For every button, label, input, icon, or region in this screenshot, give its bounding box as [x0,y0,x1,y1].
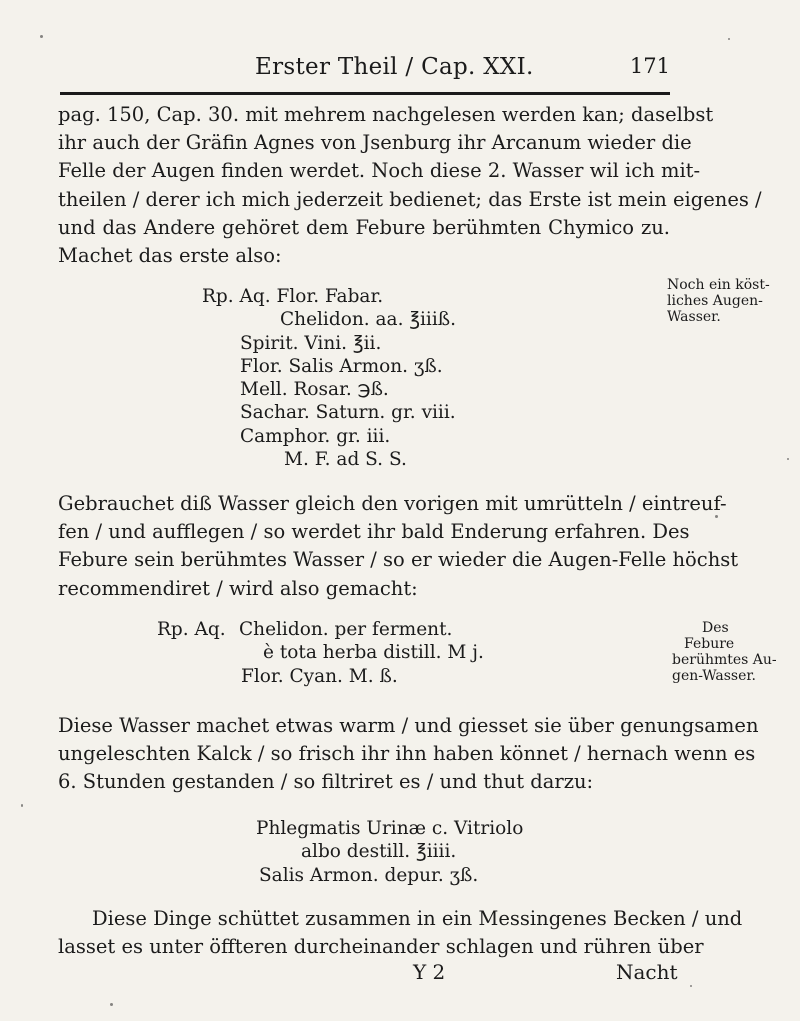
text-line: Febure sein berühmtes Wasser / so er wieder die Augen-Felle höchst [58,548,739,572]
paper-speck [110,1003,113,1006]
recipe-1 [202,285,457,471]
recipe-line: Chelidon. aa. ℥iiiß. [280,309,457,331]
text-line: Diese Wasser machet etwas warm / und giesset sie über genungsamen [58,714,759,737]
text-line: Machet das erste also: [58,244,282,268]
text-line: theilen / derer ich mich jederzeit bedienet; das Erste ist mein eigenes / [58,187,762,211]
running-header [60,48,670,86]
margin-note-line: Des [702,620,729,636]
paragraph-3 [58,712,759,797]
margin-note-line: berühmtes Au- [672,652,777,668]
text-line: recommendiret / wird also gemacht: [58,576,418,600]
margin-note-1 [667,277,770,325]
text-line: Diese Dinge schüttet zusammen in ein Messingenes Becken / und [92,907,743,930]
recipe-line: Rp. Aq. Flor. Fabar. [202,286,384,307]
recipe-line: Salis Armon. depur. ʒß. [259,864,479,886]
page-number: 171 [629,54,670,78]
paragraph-2 [58,490,739,603]
recipe-line: albo destill. ℥iiii. [301,841,457,863]
recipe-line: è tota herba distill. M j. [263,642,484,664]
text-line: fen / und aufflegen / so werdet ihr bald Enderung erfahren. Des [58,520,690,544]
recipe-line: Chelidon. per ferment. [239,619,453,640]
paper-speck [690,985,692,987]
recipe-line: Spirit. Vini. ℥ii. [240,332,382,354]
margin-note-line: gen-Wasser. [672,668,757,684]
text-line: ungeleschten Kalck / so frisch ihr ihn haben könnet / hernach wenn es [58,742,756,766]
paper-speck [728,38,730,40]
text-line: ihr auch der Gräfin Agnes von Jsenburg ihr Arcanum wieder die [58,131,692,155]
paper-speck [21,804,23,807]
paragraph-4 [58,905,743,961]
recipe-3 [256,817,523,887]
margin-note-line: Febure [684,636,735,652]
text-line: pag. 150, Cap. 30. mit mehrem nachgelesen werden kan; daselbst [58,103,714,126]
recipe-line: Flor. Cyan. M. ß. [241,665,398,687]
margin-note-2 [672,620,777,684]
recipe-line: Sachar. Saturn. gr. viii. [240,402,456,424]
paper-speck [787,458,789,460]
header-title: Erster Theil / Cap. XXI. [255,54,534,80]
paragraph-1 [58,101,762,270]
recipe-line: Phlegmatis Urinæ c. Vitriolo [256,818,524,839]
text-line: Gebrauchet diß Wasser gleich den vorigen mit umrütteln / eintreuf- [58,492,727,515]
catchword: Nacht [616,960,678,984]
recipe-line: Camphor. gr. iii. [240,425,391,447]
text-line: und das Andere gehöret dem Febure berühmten Chymico zu. [58,215,670,239]
recipe-2 [157,618,484,687]
recipe-line: Rp. Aq. [157,619,226,640]
signature-mark: Y 2 [413,960,446,984]
recipe-line: Flor. Salis Armon. ʒß. [240,355,443,377]
header-rule [60,92,670,95]
text-line: 6. Stunden gestanden / so filtriret es / und thut darzu: [58,770,594,794]
paper-speck [715,515,718,518]
margin-note-line: liches Augen- [667,293,763,309]
recipe-line: M. F. ad S. S. [284,449,407,471]
text-line: Felle der Augen finden werdet. Noch diese 2. Wasser wil ich mit- [58,159,701,183]
recipe-line: Mell. Rosar. ℈ß. [240,379,389,401]
paper-speck [40,35,43,38]
margin-note-line: Noch ein köst- [667,277,770,293]
margin-note-line: Wasser. [667,309,721,325]
text-line: lasset es unter öffteren durcheinander schlagen und rühren über [58,935,704,959]
